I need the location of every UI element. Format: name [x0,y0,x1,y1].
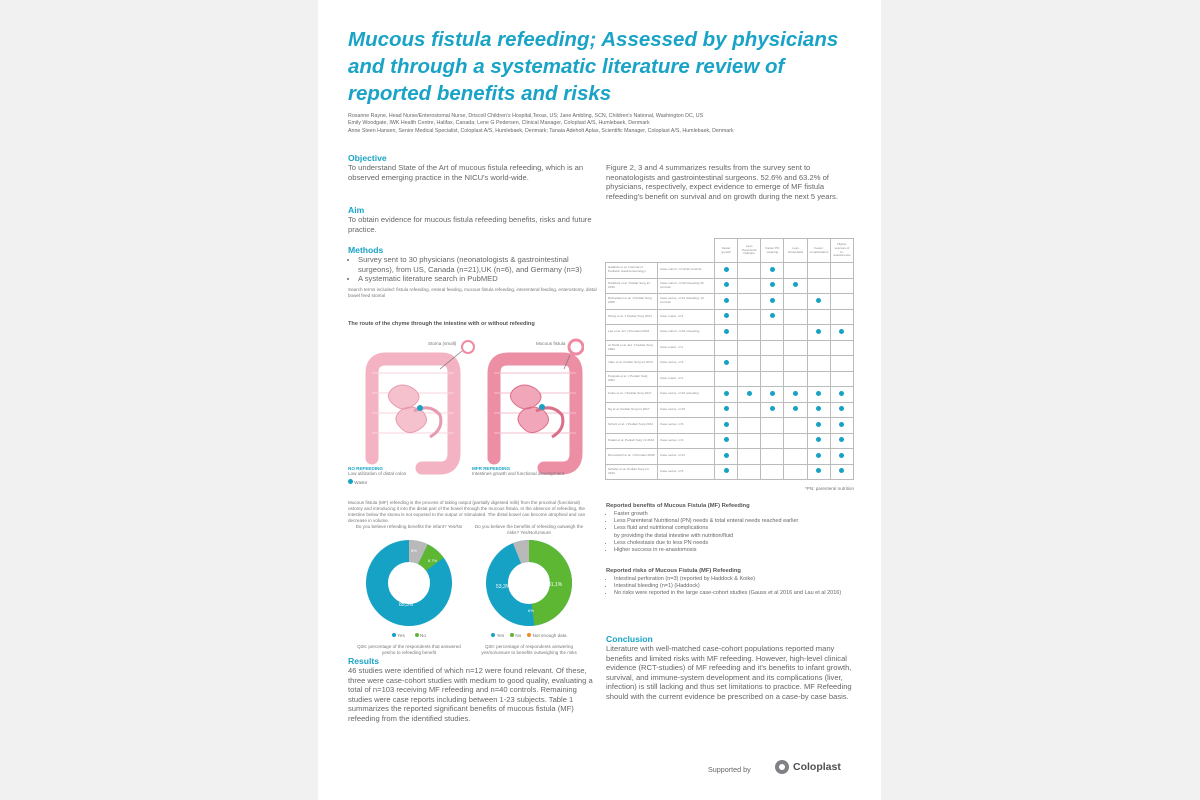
benefit-dot-icon [839,453,844,458]
results-text: 46 studies were identified of which n=12 were found relevant. Of these, three were case-cohort studies with medium to good quality, evaluating a total of n=103 receiving MF refeeding and n=40 controls. Remaining studies were case reports including between 1-23 subjects. Table 1 summarizes the reported significant benefits of mucous fistula (MF) refeeding from the identified studies. [348,666,593,723]
table-cell-mark [784,387,807,403]
table-row [606,449,854,465]
table-cell-mark [715,449,738,465]
donut-1-chart [354,538,464,628]
objective-section [348,153,598,182]
table-cell-mark [738,449,761,465]
table-cell-mark [807,356,830,372]
table-cell-mark [738,263,761,279]
risks-bullet: • Intestinal bleeding (n=1) (Haddock) [614,583,856,590]
table-cell-mark [715,418,738,434]
table-cell-mark [784,464,807,480]
table-cell-mark [807,371,830,387]
table-cell-mark [715,371,738,387]
table-cell-mark [830,325,853,341]
table-cell-mark [761,278,784,294]
table-cell-mark [715,464,738,480]
benefit-dot-icon [724,437,729,442]
donut-2-label: 53,3% [496,584,511,590]
stoma-icon [462,341,474,353]
table-cell-design: Case report, n=4 [658,309,715,325]
coloplast-logo-icon [775,760,789,774]
table-cell-study: Al-Harbi et al. Eur J Pediatr Surg 2004 [606,340,658,356]
donut-2-legend: Not enough data [532,633,567,638]
benefit-dot-icon [816,453,821,458]
table-cell-study: Ng et al. Pediatr Surg Int 2017 [606,402,658,418]
conclusion-heading: Conclusion [606,634,653,644]
table-cell-study: Schafer et al. Pediatr Surg Int 2013 [606,464,658,480]
benefits-bullet: • Faster growth [614,511,856,518]
supported-by: Supported by [708,765,751,774]
benefit-dot-icon [770,313,775,318]
donut-2-label: 6% [528,608,534,613]
benefits-bullet: • Higher success in re-anastomosis [614,547,856,554]
table-cell-mark [715,263,738,279]
table-cell-mark [830,449,853,465]
table-cell-study: Gallardo et al. (Journal of Pediatric Gastroenterology) [606,263,658,279]
table-cell-mark [715,309,738,325]
table-header: Less cholestasis [784,239,807,263]
table-cell-mark [784,325,807,341]
aim-section [348,205,598,234]
table-cell-mark [807,325,830,341]
table-cell-mark [830,356,853,372]
table-cell-mark [784,263,807,279]
table-header: Faster PN weaning [761,239,784,263]
benefit-dot-icon [839,468,844,473]
table-row [606,464,854,480]
table-cell-mark [830,278,853,294]
table-cell-mark [784,418,807,434]
table-header: Faster growth [715,239,738,263]
table-header: Fewer complications [807,239,830,263]
table-cell-mark [715,356,738,372]
benefit-dot-icon [724,267,729,272]
table-cell-mark [830,371,853,387]
table-header [606,239,658,263]
table-row [606,263,854,279]
table-cell-mark [738,340,761,356]
table-row [606,418,854,434]
label-refeeding: MFR REFEEDING [472,466,511,471]
methods-bullet: • A systematic literature search in PubMED [358,274,598,284]
table-cell-study: Richardson et al. J Pediatr Surg 2006 [606,294,658,310]
table-cell-mark [784,449,807,465]
objective-text: To understand State of the Art of mucous fistula refeeding, which is an observed emerging practice in the NICU's world-wide. [348,163,584,182]
authors [348,113,868,135]
risks-bullet: • Intestinal perforation (n=3) (reported by Haddock & Koike) [614,576,856,583]
results-table [605,238,854,492]
table-cell-design: Case series, n=23 refeeding [658,387,715,403]
table-cell-mark [830,464,853,480]
table-row [606,294,854,310]
table-cell-mark [784,402,807,418]
table-cell-study: Haddock et al. Pediatr Surg Int 2015 [606,278,658,294]
table-cell-mark [738,464,761,480]
coloplast-logo [775,758,855,778]
label-no-refeeding: NO REFEEDING [348,466,383,471]
benefit-dot-icon [839,422,844,427]
benefit-dot-icon [839,437,844,442]
benefit-dot-icon [770,391,775,396]
table-cell-mark [761,340,784,356]
table-row [606,309,854,325]
table-cell-mark [784,433,807,449]
donut-1-label: 8% [411,548,417,553]
table-cell-mark [830,309,853,325]
table-footnote: *PN: parenteral nutrition [804,486,854,491]
benefit-dot-icon [724,313,729,318]
donut-2-legend: Yes [496,633,505,638]
benefit-dot-icon [770,298,775,303]
benefit-dot-icon [724,391,729,396]
table-cell-mark [761,325,784,341]
table-cell-mark [830,294,853,310]
benefit-dot-icon [793,406,798,411]
benefit-dot-icon [770,267,775,272]
table-cell-mark [761,294,784,310]
conclusion-text: Literature with well-matched case-cohort populations reported many benefits and limited risks with MF refeeding. However, high-level clinical evidence (RCT-studies) of MF refeeding and it's benefits to infant growth, survival, and immune-system development and its complications (liver, infection) is still lacking and thus set limitations to practice. MF Refeeding should with the current evidence be prescribed on a case-by case basis. [606,644,852,701]
table-row [606,325,854,341]
table-cell-mark [830,433,853,449]
benefit-dot-icon [770,406,775,411]
author-line: Anne Steen Hansen, Senior Medical Specialist, Coloplast A/S, Humlebaek, Denmark; Tanaia Adeholt Aplas, Scientific Manager, Coloplast A/S, Humlebaek, Denmark [348,127,734,134]
sub-refeeding: Intestines growth and functional development [472,471,565,476]
table-cell-mark [738,356,761,372]
table-cell-mark [715,433,738,449]
benefit-dot-icon [724,406,729,411]
table-cell-mark [807,402,830,418]
table-cell-study: Puppala et al. J Pediatr Surg 2001 [606,371,658,387]
table-row [606,340,854,356]
table-cell-mark [715,294,738,310]
table-cell-mark [761,356,784,372]
benefit-dot-icon [839,406,844,411]
donut-2-legend: No [515,633,522,638]
benefit-dot-icon [816,468,821,473]
methods-note: Search terms included: fistula refeeding, enteral feeding, mucous fistula refeeding, interenteral feeding, enterostomy, distal bowel feed stomal [348,286,597,298]
table-cell-mark [784,309,807,325]
table-cell-mark [761,433,784,449]
benefit-dot-icon [816,298,821,303]
table-cell-mark [807,418,830,434]
donut-2-title: Do you believe the benefits of refeeding outweigh the risks? Yes/No/Unsure [474,524,584,535]
table-cell-mark [738,387,761,403]
benefit-dot-icon [747,391,752,396]
table-cell-mark [807,309,830,325]
table-cell-mark [830,402,853,418]
table-row [606,402,854,418]
author-line: Emily Woodgate, IWK Health Centre, Halifax, Canada; Lene G Pedersen, Clinical Manager, Coloplast A/S, Humlebaek, Denmark [348,120,650,127]
label-refeeding-block [472,466,572,477]
table-cell-mark [784,356,807,372]
table-row [606,356,854,372]
benefit-dot-icon [724,329,729,334]
table-cell-design: Case report, n=1 [658,340,715,356]
benefits-section [606,503,856,554]
table-cell-mark [738,402,761,418]
donut-2-note: Q30: percentage of respondents answering yes/no/unsure to benefits outweighing the risks [481,644,577,655]
benefit-dot-icon [724,468,729,473]
legend-no-icon [510,633,514,637]
donut-2-slice-unsure [517,551,529,553]
table-row [606,387,854,403]
table-cell-study: Pataki et al. Pediatr Surg Int 2013 [606,433,658,449]
benefit-dot-icon [793,282,798,287]
table-row [606,371,854,387]
table-cell-mark [761,371,784,387]
figure-note: Mucous fistula (MF) refeeding is the process of taking output (partially digested milk) from the proximal (functional) ostomy and introducing it into the distal part of the bowel through the mucous fistula. In the absence of refeeding, the intestine below the stoma is not exposed to the output or stimulated. The distal bowel can become atrophied and can decrease in volume. [348,499,586,523]
table-cell-mark [807,464,830,480]
risks-bullet: • No risks were reported in the large case-cohort studies (Gauss et al 2016 and Lau et al 2016) [614,590,856,597]
table-cell-design: Case series, n=5 [658,464,715,480]
benefits-heading: Reported benefits of Mucous Fistula (MF) Refeeding [606,503,750,509]
table-header: Less Parenteral Nutrition [738,239,761,263]
donut-1-block [354,524,464,656]
table-cell-design: Case series, n=4 [658,433,715,449]
table-cell-mark [715,278,738,294]
table-cell-mark [738,309,761,325]
coloplast-logo-text: Coloplast [793,761,841,773]
table-cell-mark [738,418,761,434]
benefit-dot-icon [793,391,798,396]
table-cell-mark [807,263,830,279]
benefits-bullet: by providing the distal intestine with nutrition/fluid [614,532,734,539]
donut-1-legend: No [420,633,426,638]
donut-1-note: Q26: percentage of the respondents that answered yes/no to refeeding benefit [357,644,461,655]
benefit-dot-icon [770,282,775,287]
aim-heading: Aim [348,205,365,215]
results-section [348,656,600,724]
table-cell-study: Yabe et al. Pediatr Surg Int 2013 [606,356,658,372]
table-cell-mark [807,433,830,449]
table-cell-design: Case series, n=13 refeeding, 12 controls [658,294,715,310]
benefit-dot-icon [724,360,729,365]
table-cell-design: Case report, n=1 [658,371,715,387]
table-cell-design: Case-cohort, n=12/10 controls [658,263,715,279]
table-cell-mark [761,387,784,403]
table-cell-mark [761,402,784,418]
table-cell-mark [738,371,761,387]
table-cell-design: Case-cohort, n=61 refeeding [658,325,715,341]
table-cell-mark [830,418,853,434]
table-cell-mark [738,325,761,341]
author-line: Roxanne Rayne, Head Nurse/Enterostomal Nurse, Driscoll Children's Hospital,Texas, US; Jane Ambling, SCN, Children's National, Washington DC, US [348,113,704,119]
table-cell-mark [715,340,738,356]
table-cell-mark [830,387,853,403]
risks-list [606,576,856,598]
table-cell-mark [807,340,830,356]
intestine-no-refeeding [372,341,474,468]
callout-mucous-fistula: Mucous fistula [536,341,566,346]
table-cell-mark [807,449,830,465]
figure-caption: The route of the chyme through the intestine with or without refeeding [348,321,535,327]
table-cell-mark [830,263,853,279]
table-row [606,433,854,449]
conclusion-section [606,634,858,702]
methods-bullet: • Survey sent to 30 physicians (neonatologists & gastrointestinal surgeons), from US, Canada (n=21),UK (n=6), and Germany (n=3) [358,255,598,274]
donut-1-label: 6,7% [428,558,438,563]
callout-stoma: Stoma (small) [428,341,457,346]
table-cell-design: Case series, n=6 [658,418,715,434]
table-cell-design: Case series, n=10 [658,402,715,418]
donut-2-block [474,524,584,656]
legend-yes-icon [392,633,396,637]
table-cell-design: Case series, n=11 [658,449,715,465]
benefits-bullet: • Less Parenteral Nutritional (PN) needs & total enteral needs reached earlier [614,518,856,525]
table-header-row [606,239,854,263]
methods-list [348,255,598,284]
benefits-bullet: • Less cholestasis due to less PN needs [614,540,856,547]
table-cell-mark [784,371,807,387]
legend-waste: Waste [354,480,368,485]
table-cell-mark [761,464,784,480]
benefit-dot-icon [816,406,821,411]
table-cell-mark [738,278,761,294]
benefit-dot-icon [724,282,729,287]
table-cell-mark [715,402,738,418]
table-cell-mark [830,340,853,356]
benefit-dot-icon [816,329,821,334]
figure-summary [606,163,856,201]
table-cell-mark [761,309,784,325]
benefit-dot-icon [839,391,844,396]
donut-2-chart [474,538,584,628]
table-cell-study: Wong et al. J Pediatr Surg 2014 [606,309,658,325]
donut-2-label: 31,1% [548,582,563,588]
legend-unsure-icon [527,633,531,637]
benefit-dot-icon [816,391,821,396]
benefits-bullet: • Less fluid and nutritional complications [614,525,856,532]
table-cell-mark [761,263,784,279]
table-cell-mark [807,294,830,310]
donut-1-legend: Yes [397,633,405,638]
table-cell-mark [715,325,738,341]
legend-yes-icon [491,633,495,637]
benefits-table [605,238,854,480]
table-row [606,278,854,294]
donut-1-title: Do you believe refeeding benefits the infant? Yes/No [355,524,463,529]
figure-summary-text: Figure 2, 3 and 4 summarizes results from the survey sent to neonatologists and gastrointestinal surgeons. 52.6% and 63.2% of physicians, respectively, expect evidence to emerge of MF fistula refeeding's benefit on survival and on growth during the next 5 years. [606,163,838,201]
benefits-list [606,511,856,554]
table-cell-design: Case series, n=3 [658,356,715,372]
results-heading: Results [348,656,380,666]
sub-no-refeeding: Low utilization of distal colon [348,471,407,476]
table-cell-mark [784,294,807,310]
table-cell-mark [784,340,807,356]
table-cell-study: Koike et al. J Pediatr Surg 2017 [606,387,658,403]
table-cell-mark [715,387,738,403]
table-cell-study: Lau et al. Am J Perinatol 2016 [606,325,658,341]
table-cell-mark [761,449,784,465]
table-header: Higher success of re-anastomosis [830,239,853,263]
risks-section [606,568,856,598]
table-cell-study: Drenckpohl et al. J Perinatol 2008 [606,449,658,465]
table-cell-mark [807,278,830,294]
benefit-dot-icon [839,329,844,334]
table-cell-study: Scholz et al. J Pediatr Surg 2012 [606,418,658,434]
risks-heading: Reported risks of Mucous Fistula (MF) Refeeding [606,568,741,574]
table-cell-design: Case-cohort, n=30 refeeding 30 controls [658,278,715,294]
donut-1-label: 85,3% [399,602,414,608]
table-cell-mark [807,387,830,403]
table-cell-mark [738,294,761,310]
benefit-dot-icon [724,453,729,458]
methods-heading: Methods [348,245,384,255]
poster-title: Mucous fistula refeeding; Assessed by physicians and through a systematic literature review of reported benefits and risks [348,28,839,105]
table-cell-mark [784,278,807,294]
benefit-dot-icon [724,298,729,303]
benefit-dot-icon [816,422,821,427]
label-no-refeeding-block [348,466,438,486]
poster [318,0,881,800]
intestine-refeeding [494,340,583,468]
waste-legend-icon [348,479,353,484]
benefit-dot-icon [816,437,821,442]
table-cell-mark [738,433,761,449]
aim-text: To obtain evidence for mucous fistula refeeding benefits, risks and future practice. [348,215,592,234]
methods-section [348,245,598,303]
benefit-dot-icon [724,422,729,427]
table-header [658,239,715,263]
objective-heading: Objective [348,153,387,163]
legend-no-icon [415,633,419,637]
table-cell-mark [761,418,784,434]
